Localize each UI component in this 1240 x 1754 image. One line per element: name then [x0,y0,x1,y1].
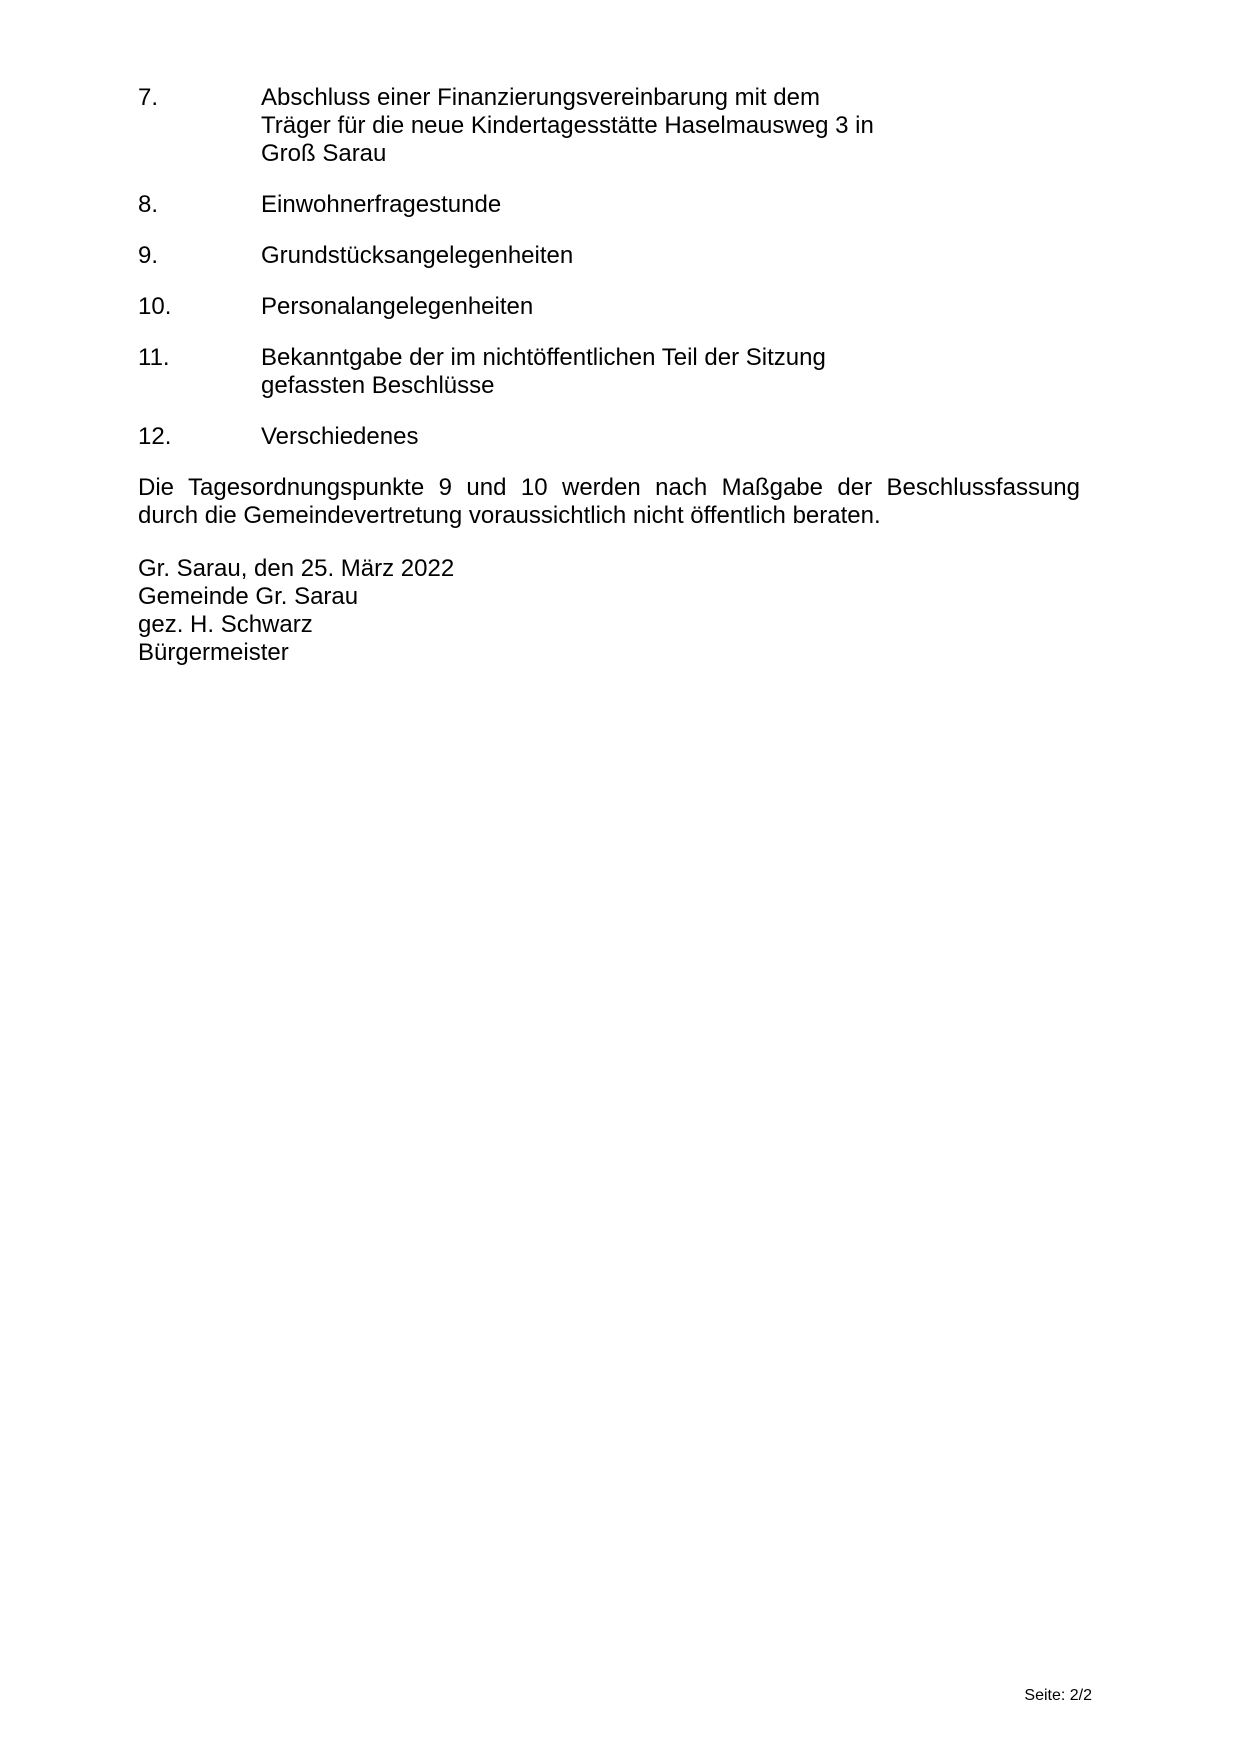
agenda-item-text [261,293,1080,321]
agenda-item-line: Einwohnerfragestunde [261,191,502,218]
page-number-label: Seite: 2/2 [1024,1687,1092,1704]
agenda-item-8 [138,191,1080,219]
agenda-item-line: Bekanntgabe der im nichtöffentlichen Teil der Sitzung [261,344,826,371]
closing-note [138,474,1080,530]
agenda-item-number: 8. [138,191,159,218]
agenda-item-9 [138,242,1080,270]
agenda-item-text [261,242,1080,270]
agenda-item-line: Groß Sarau [261,140,387,167]
agenda-item-number: 9. [138,242,159,269]
agenda-item-line: Verschiedenes [261,423,419,450]
agenda-item-line: Abschluss einer Finanzierungsvereinbarung mit dem [261,84,820,111]
agenda-item-text [261,84,1080,168]
agenda-item-11 [138,344,1080,400]
closing-note-line: durch die Gemeindevertretung voraussichtlich nicht öffentlich beraten. [138,502,881,529]
signature-block [138,555,1080,667]
signature-title: Bürgermeister [138,639,289,666]
signature-signed-by: gez. H. Schwarz [138,611,313,638]
agenda-item-number: 11. [138,344,170,371]
agenda-item-line: Grundstücksangelegenheiten [261,242,574,269]
agenda-item-number: 10. [138,293,172,320]
agenda-item-7 [138,84,1080,168]
agenda-item-text [261,344,1080,400]
signature-municipality: Gemeinde Gr. Sarau [138,583,359,610]
agenda-item-number: 7. [138,84,159,111]
agenda-item-text [261,423,1080,451]
agenda-item-10 [138,293,1080,321]
agenda-item-number: 12. [138,423,172,450]
agenda-item-text [261,191,1080,219]
agenda-item-line: Personalangelegenheiten [261,293,534,320]
signature-place-date: Gr. Sarau, den 25. März 2022 [138,555,455,582]
closing-note-line: Die Tagesordnungspunkte 9 und 10 werden nach Maßgabe der Beschlussfassung [138,474,1080,501]
agenda-item-line: Träger für die neue Kindertagesstätte Haselmausweg 3 in [261,112,874,139]
agenda-item-12 [138,423,1080,451]
agenda-item-line: gefassten Beschlüsse [261,372,495,399]
